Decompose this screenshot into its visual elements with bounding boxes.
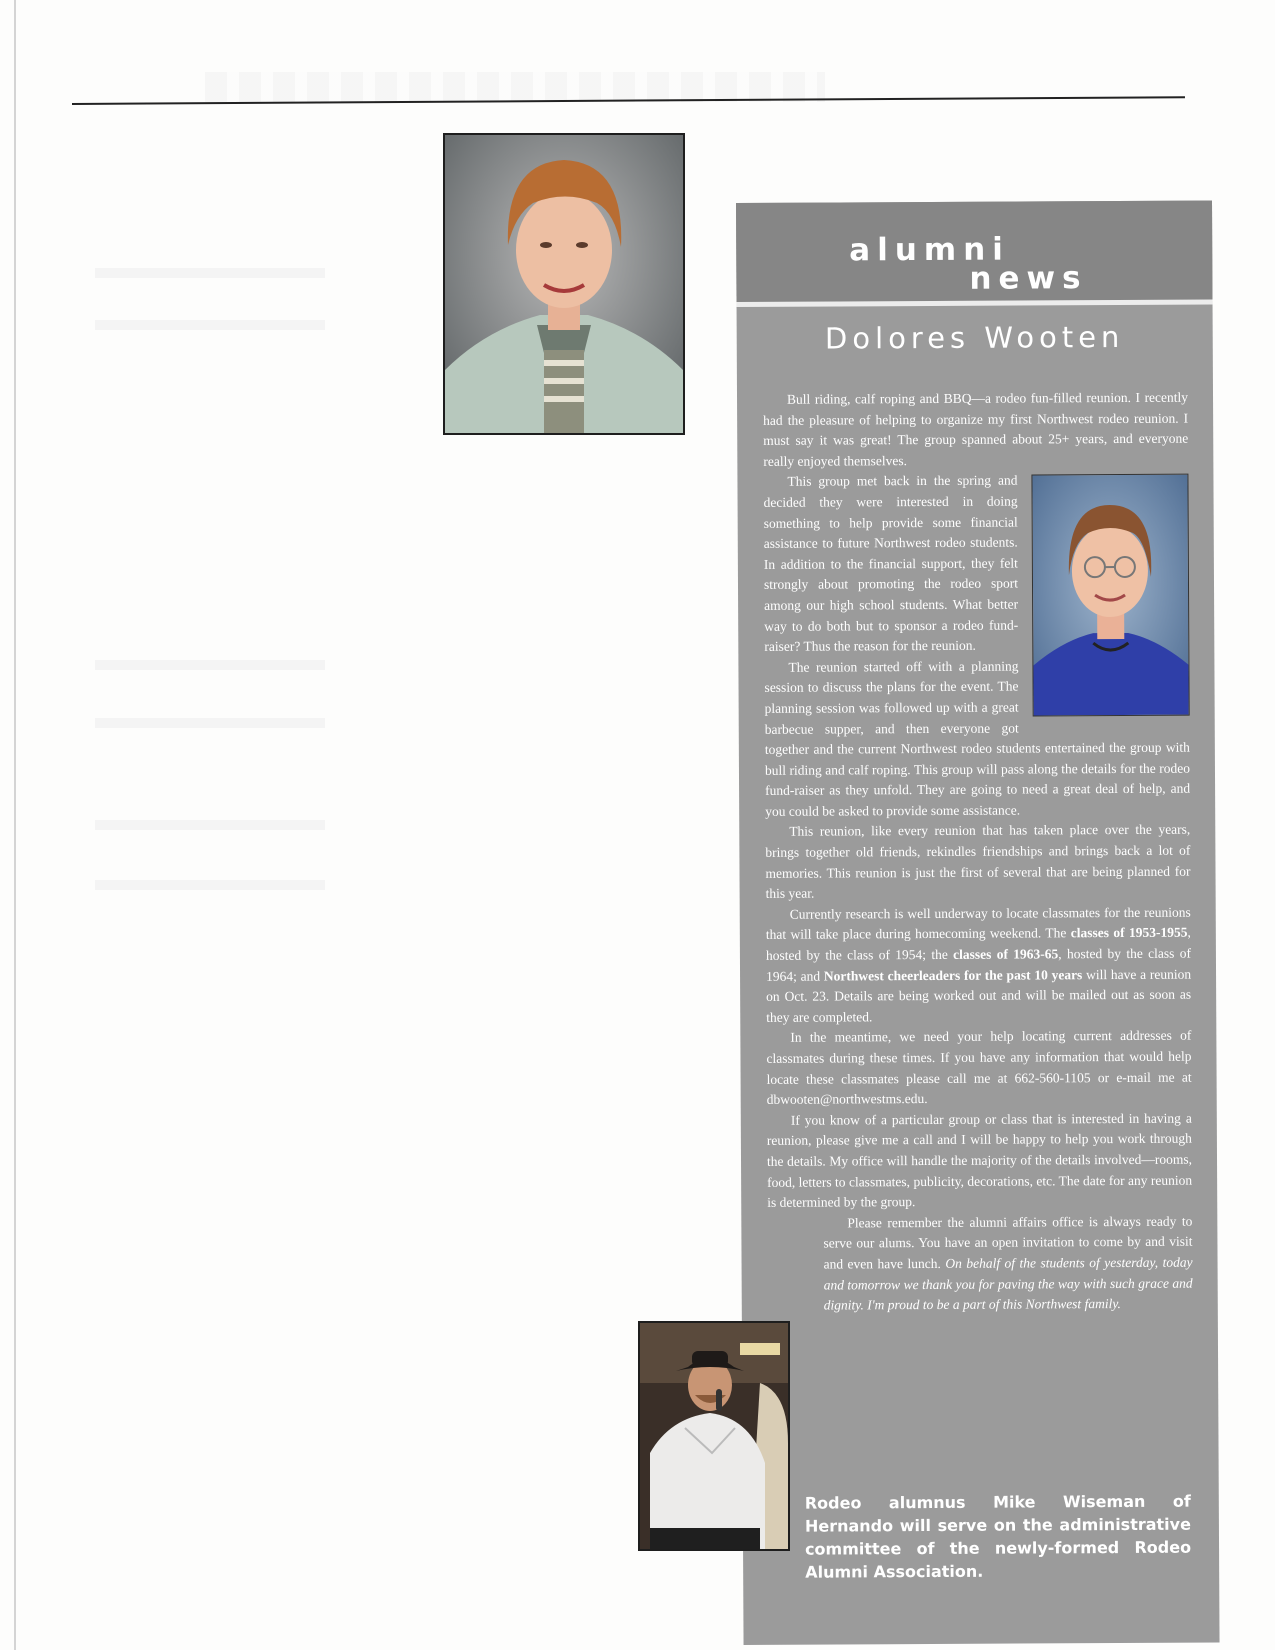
inset-portrait-photo (1031, 474, 1189, 717)
page-edge-shadow (14, 0, 16, 1650)
paragraph (767, 1211, 1193, 1316)
text-run: will have a reunion on Oct. 23. Details are being worked out and will be mailed out as soon as they are completed. (766, 966, 1192, 1025)
text-run: Please remember the alumni affairs office is always ready to serve our alums. You have an open invitation to come by and visit and even have lunch. (823, 1213, 1193, 1272)
paragraph: This group met back in the spring and decided they were interested in doing something to help provide some financial assistance to future Northwest rodeo students. In addition to the financial support, they felt strongly about promoting the rodeo sport among our high school students. What better way to do both but to sponsor a rodeo fund-raiser? Thus the reason for the reunion. (763, 472, 1019, 654)
author-name: Dolores Wooten (824, 319, 1125, 356)
masthead-news: news (969, 260, 1088, 297)
paragraph: In the meantime, we need your help locating current addresses of classmates during these times. If you have any information that would help locate these classmates please call me at 662-560-1105 or e-mail me at dbwooten@northwestms.edu. (766, 1028, 1192, 1108)
bleedthrough-line (95, 660, 325, 670)
bold-text: classes of 1953-1955 (1070, 925, 1188, 941)
paragraph: Bull riding, calf roping and BBQ—a rodeo fun-filled reunion. I recently had the pleasure of helping to organize my first Northwest rodeo reunion. I must say it was great! The group spanned about 25+ years, and everyone really enjoyed themselves. (763, 389, 1189, 469)
portrait-photo-top (443, 133, 685, 435)
text-run: , hosted by the class of 1964; and (766, 945, 1191, 984)
text-run: Currently research is well underway to locate classmates for the reunions that will take place during homecoming weekend. The (765, 904, 1191, 943)
article-body (763, 388, 1193, 1317)
paragraph: This reunion, like every reunion that has taken place over the years, brings together old friends, rekindles friendships and brings back a lot of memories. This reunion is just the first of several that are being planned for this year. (765, 822, 1191, 902)
bleedthrough-line (95, 718, 325, 728)
italic-text: On behalf of the students of yesterday, today and tomorrow we thank you for paving the way with such grace and dignity. I'm proud to be a part of this Northwest family. (823, 1254, 1193, 1313)
paragraph (766, 902, 1192, 1028)
bold-text: classes of 1963-65 (953, 946, 1059, 962)
bleedthrough-line (95, 320, 325, 330)
alumni-news-panel (736, 201, 1220, 1645)
text-run: , hosted by the class of 1954; the (765, 925, 1191, 963)
speaker-photo (638, 1321, 790, 1551)
paragraph: The reunion started off with a planning session to discuss the plans for the event. The planning session was followed up with a great barbecue supper, and then everyone got together and the current Northwest rodeo students entertained the group with bull riding and calf roping. This group will pass along the details for the rodeo fund-raiser as they unfold. They are going to need a great deal of help, and you could be asked to provide some assistance. (764, 658, 1191, 819)
bleedthrough-line (95, 880, 325, 890)
masthead-divider (737, 300, 1213, 307)
masthead (736, 201, 1213, 302)
masthead-alumni: alumni (849, 231, 1010, 269)
bleedthrough-line (95, 268, 325, 278)
photo-caption: Rodeo alumnus Mike Wiseman of Hernando will serve on the administrative committee of the newly-formed Rodeo Alumni Association. (804, 1491, 1192, 1582)
bleedthrough-line (95, 820, 325, 830)
bold-text: Northwest cheerleaders for the past 10 years (823, 966, 1083, 984)
faded-bleedthrough-header (205, 72, 825, 102)
paragraph: If you know of a particular group or class that is interested in having a reunion, please give me a call and I will be happy to help you work through the details. My office will handle the majority of the details involved—rooms, food, letters to classmates, publicity, decorations, etc. The date for any reunion is determined by the group. (766, 1110, 1193, 1211)
